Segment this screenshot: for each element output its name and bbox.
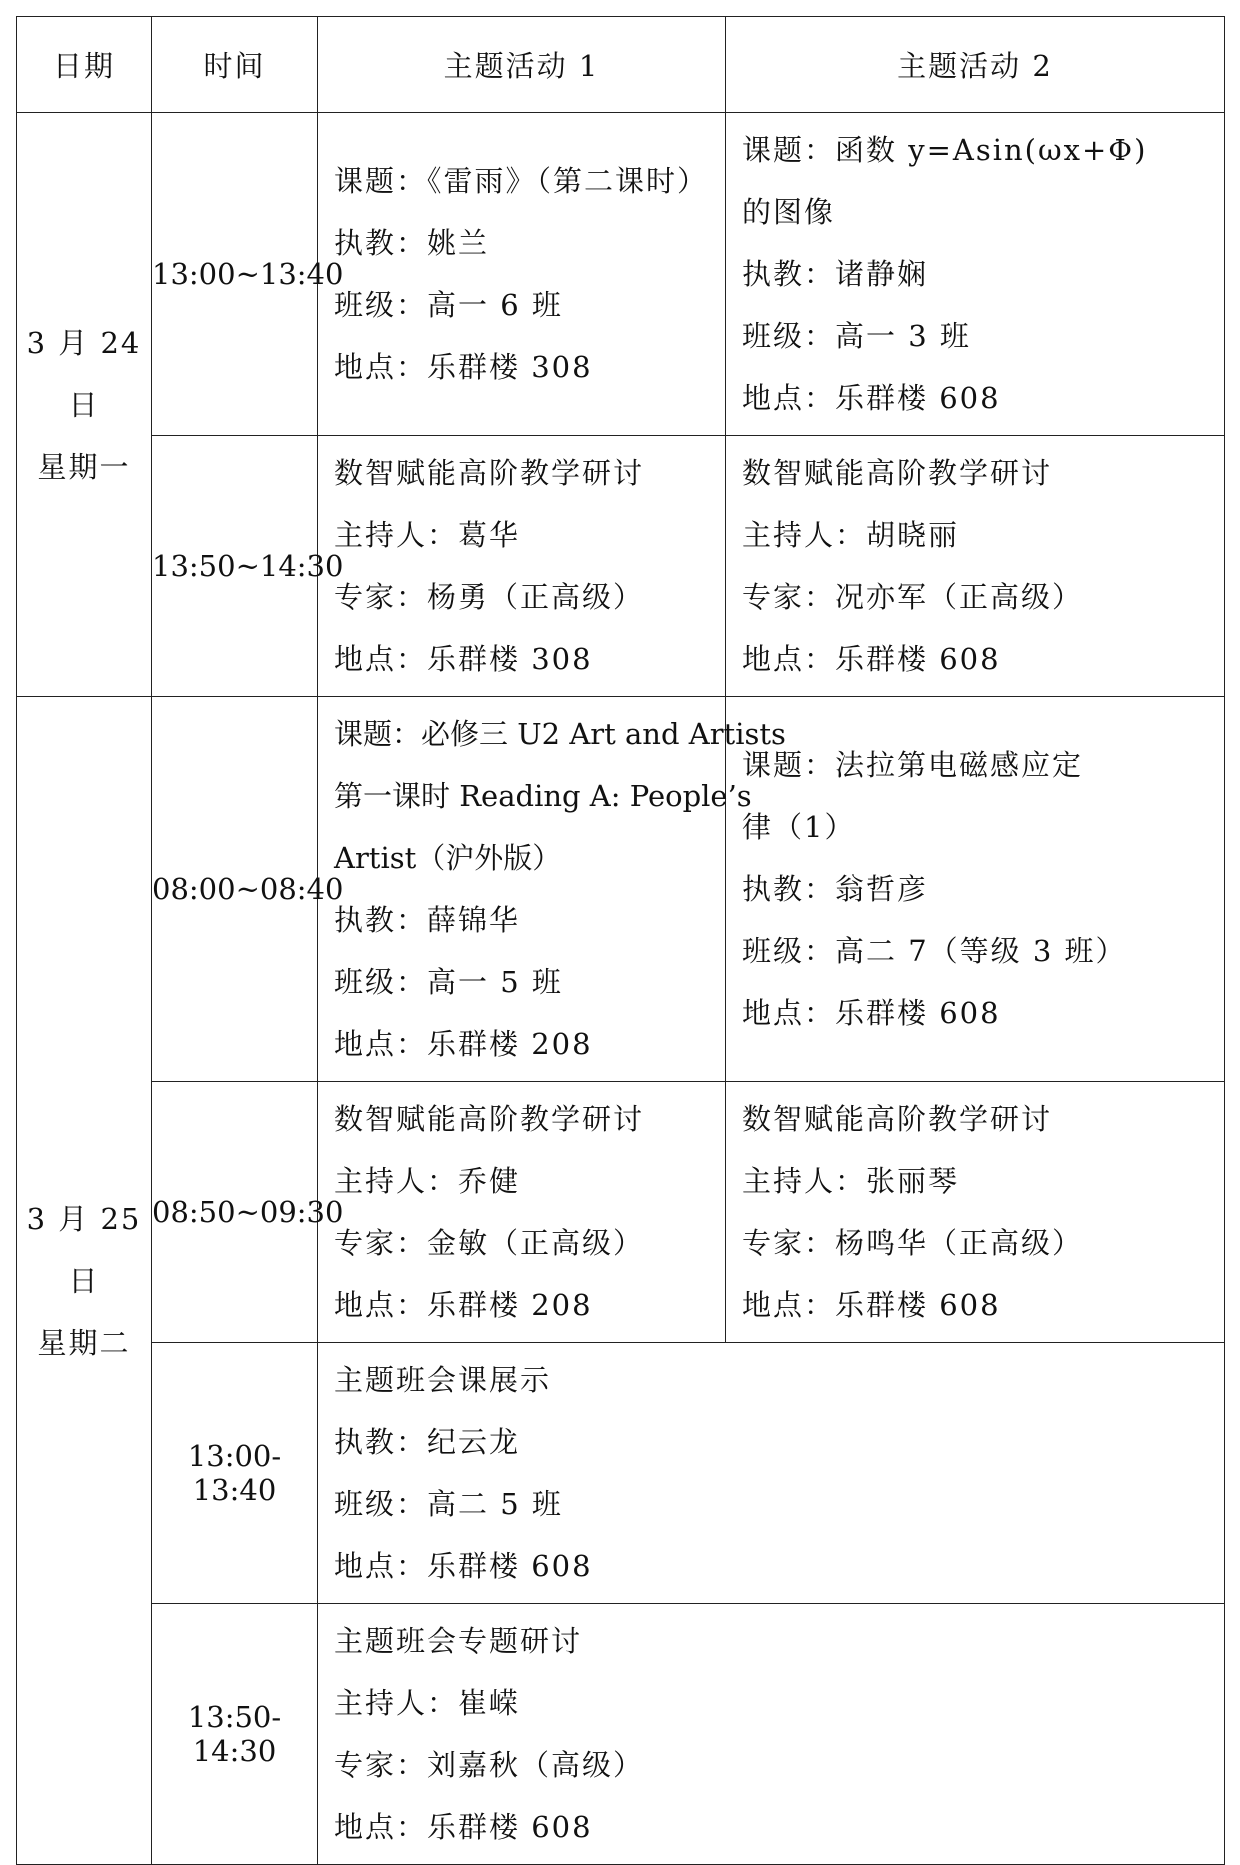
activity-line: 主题班会课展示: [334, 1363, 552, 1397]
activity2-cell: [726, 697, 1225, 1082]
activity-line: Artist（沪外版）: [334, 841, 562, 875]
activity-line: 数智赋能高阶教学研讨: [742, 456, 1053, 490]
activity-line: 律（1）: [742, 810, 856, 844]
activity-line: 班级：高一 5 班: [334, 965, 563, 999]
merged-activity-cell: [318, 1343, 1225, 1604]
activity-line: 专家：杨勇（正高级）: [334, 580, 645, 614]
activity-line: 主持人：崔嵘: [334, 1686, 521, 1720]
activity-line: 地点：乐群楼 308: [334, 642, 593, 676]
activity-line: 主题班会专题研讨: [334, 1624, 583, 1658]
activity1-cell: [318, 436, 726, 697]
header-activity1: 主题活动 1: [318, 17, 726, 113]
activity-line: 班级：高一 3 班: [742, 319, 971, 353]
header-row: [17, 17, 1225, 113]
activity-line: 数智赋能高阶教学研讨: [742, 1102, 1053, 1136]
time-cell: 08:50~09:30: [152, 1082, 318, 1343]
activity1-cell: [318, 697, 786, 1082]
weekday-label: 星期二: [37, 1325, 131, 1360]
date-cell: [17, 697, 152, 1865]
activity-line: 专家：金敏（正高级）: [334, 1226, 645, 1260]
activity-line: 执教：薛锦华: [334, 903, 521, 937]
activity1-cell: [318, 1082, 726, 1343]
activity-line: 的图像: [742, 195, 836, 229]
activity-line: 主持人：葛华: [334, 518, 521, 552]
activity-line: 课题：函数 y=Asin(ωx+Φ): [742, 133, 1148, 167]
time-cell: 08:00~08:40: [152, 697, 318, 1082]
activity-line: 课题：《雷雨》（第二课时）: [334, 164, 709, 198]
activity-line: 地点：乐群楼 608: [742, 1288, 1001, 1322]
activity-line: 地点：乐群楼 308: [334, 350, 593, 384]
header-activity2: 主题活动 2: [726, 17, 1225, 113]
activity-line: 专家：杨鸣华（正高级）: [742, 1226, 1084, 1260]
table-row: [17, 1082, 1225, 1343]
table-row: [17, 113, 1225, 436]
activity-line: 课题：必修三 U2 Art and Artists: [334, 717, 786, 751]
activity-line: 地点：乐群楼 608: [742, 642, 1001, 676]
activity-line: 班级：高二 7（等级 3 班）: [742, 934, 1127, 968]
activity-line: 地点：乐群楼 608: [334, 1810, 593, 1844]
activity-line: 地点：乐群楼 208: [334, 1027, 593, 1061]
merged-activity-cell: [318, 1604, 1225, 1865]
activity-line: 专家：刘嘉秋（高级）: [334, 1748, 645, 1782]
activity-line: 数智赋能高阶教学研讨: [334, 1102, 645, 1136]
activity-line: 地点：乐群楼 608: [742, 381, 1001, 415]
activity-line: 专家：况亦军（正高级）: [742, 580, 1084, 614]
activity1-cell: [318, 113, 726, 436]
activity2-cell: [726, 113, 1225, 436]
date-label: 3 月 24 日: [26, 325, 142, 422]
time-cell: 13:50-14:30: [152, 1604, 318, 1865]
time-cell: 13:00~13:40: [152, 113, 318, 436]
table-row: [17, 436, 1225, 697]
activity-line: 执教：纪云龙: [334, 1425, 521, 1459]
table-row: [17, 1343, 1225, 1604]
activity-line: 执教：诸静娴: [742, 257, 929, 291]
weekday-label: 星期一: [37, 449, 131, 484]
activity-line: 地点：乐群楼 208: [334, 1288, 593, 1322]
date-cell: [17, 113, 152, 697]
activity-line: 执教：姚兰: [334, 226, 490, 260]
activity-line: 主持人：乔健: [334, 1164, 521, 1198]
table-row: [17, 697, 1225, 1082]
activity-line: 主持人：胡晓丽: [742, 518, 960, 552]
activity2-cell: [726, 436, 1225, 697]
activity-line: 主持人：张丽琴: [742, 1164, 960, 1198]
activity-line: 课题：法拉第电磁感应定: [742, 748, 1084, 782]
header-date: 日期: [17, 17, 152, 113]
table-row: [17, 1604, 1225, 1865]
date-label: 3 月 25 日: [26, 1201, 142, 1298]
activity-line: 班级：高一 6 班: [334, 288, 563, 322]
activity-line: 第一课时 Reading A: People’s: [334, 779, 752, 813]
activity-line: 地点：乐群楼 608: [334, 1549, 593, 1583]
activity-line: 执教：翁哲彦: [742, 872, 929, 906]
time-cell: 13:00-13:40: [152, 1343, 318, 1604]
activity2-cell: [726, 1082, 1225, 1343]
activity-line: 数智赋能高阶教学研讨: [334, 456, 645, 490]
schedule-table: [16, 16, 1225, 1865]
header-time: 时间: [152, 17, 318, 113]
activity-line: 地点：乐群楼 608: [742, 996, 1001, 1030]
activity-line: 班级：高二 5 班: [334, 1487, 563, 1521]
time-cell: 13:50~14:30: [152, 436, 318, 697]
